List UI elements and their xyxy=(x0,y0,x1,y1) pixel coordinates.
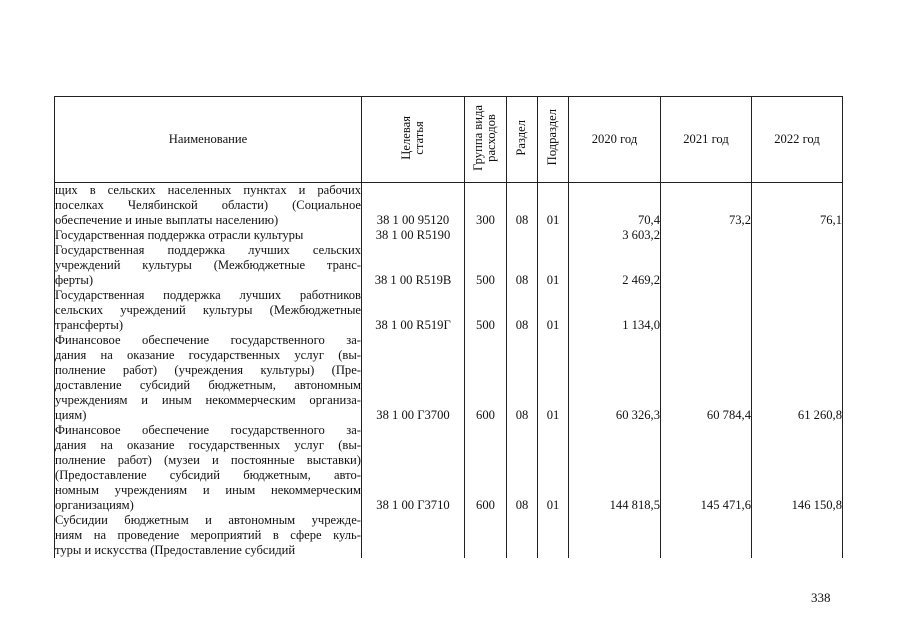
cell-name-line: номным учреждениям и иным некоммерческим xyxy=(55,483,361,497)
cell-name xyxy=(55,333,362,423)
cell-name-line: полнение работ) (музеи и постоянные выставки) xyxy=(55,453,361,467)
cell-name-line: трансферты) xyxy=(55,318,124,332)
header-subsection-text: Подраздел xyxy=(545,109,560,166)
cell-name-line: Государственная поддержка отрасли культуры xyxy=(55,228,304,242)
cell-name-line: полнение работ) (учреждения культуры) (Пре- xyxy=(55,363,361,377)
cell-2020: 60 326,3 xyxy=(569,333,661,423)
table-body xyxy=(55,183,843,559)
cell-name-line: учреждениям и иным некоммерческим организа- xyxy=(55,393,361,407)
header-target-article xyxy=(362,97,465,183)
cell-2021 xyxy=(661,243,752,288)
cell-expense-group xyxy=(465,513,507,558)
cell-2021: 60 784,4 xyxy=(661,333,752,423)
cell-name xyxy=(55,243,362,288)
header-year-2020 xyxy=(569,97,661,183)
cell-name xyxy=(55,513,362,558)
cell-subsection: 01 xyxy=(538,288,569,333)
cell-name-line: Финансовое обеспечение государственного за- xyxy=(55,423,361,437)
cell-expense-group: 600 xyxy=(465,333,507,423)
cell-2022 xyxy=(752,288,843,333)
cell-subsection xyxy=(538,513,569,558)
table-row xyxy=(55,183,843,229)
header-group-line-1: Группа вида xyxy=(471,104,486,171)
table-row xyxy=(55,243,843,288)
cell-2022 xyxy=(752,513,843,558)
cell-expense-group: 300 xyxy=(465,183,507,229)
header-section xyxy=(507,97,538,183)
cell-name-line: Финансовое обеспечение государственного за- xyxy=(55,333,361,347)
header-year-2022 xyxy=(752,97,843,183)
cell-name-line: организациям) xyxy=(55,498,134,512)
cell-2020: 2 469,2 xyxy=(569,243,661,288)
cell-name-line: обеспечение и иные выплаты населению) xyxy=(55,213,279,227)
header-year-2021 xyxy=(661,97,752,183)
cell-name-line: сельских учреждений культуры (Межбюджетные xyxy=(55,303,361,317)
cell-name xyxy=(55,288,362,333)
cell-name-line: ниям на проведение мероприятий в сфере куль- xyxy=(55,528,361,542)
table-header xyxy=(55,97,843,183)
table-row xyxy=(55,423,843,513)
cell-2020: 3 603,2 xyxy=(569,228,661,243)
cell-name-line: дания на оказание государственных услуг (вы- xyxy=(55,348,361,362)
cell-name-line: Государственная поддержка лучших сельских xyxy=(55,243,361,257)
header-section-text: Раздел xyxy=(514,119,529,156)
cell-expense-group: 500 xyxy=(465,288,507,333)
cell-subsection: 01 xyxy=(538,183,569,229)
cell-subsection: 01 xyxy=(538,333,569,423)
cell-name xyxy=(55,183,362,229)
cell-2021 xyxy=(661,513,752,558)
cell-name xyxy=(55,228,362,243)
header-target-line-2: статья xyxy=(412,120,426,155)
cell-target-article: 38 1 00 95120 xyxy=(362,183,465,229)
cell-name-line: учреждений культуры (Межбюджетные транс- xyxy=(55,258,361,272)
cell-section: 08 xyxy=(507,288,538,333)
cell-2021: 73,2 xyxy=(661,183,752,229)
cell-2022: 146 150,8 xyxy=(752,423,843,513)
cell-name-line: туры и искусства (Предоставление субсидий xyxy=(55,543,296,557)
cell-subsection: 01 xyxy=(538,243,569,288)
table-row xyxy=(55,513,843,558)
cell-section xyxy=(507,228,538,243)
cell-name xyxy=(55,423,362,513)
cell-name-line: дания на оказание государственных услуг (вы- xyxy=(55,438,361,452)
cell-name-line: Субсидии бюджетным и автономным учрежде- xyxy=(55,513,361,527)
cell-name-line: циям) xyxy=(55,408,87,422)
cell-target-article: 38 1 00 Г3700 xyxy=(362,333,465,423)
cell-2020: 1 134,0 xyxy=(569,288,661,333)
header-expense-group xyxy=(465,97,507,183)
cell-subsection xyxy=(538,228,569,243)
cell-expense-group xyxy=(465,228,507,243)
header-name xyxy=(55,97,362,183)
cell-2020: 144 818,5 xyxy=(569,423,661,513)
cell-2022 xyxy=(752,228,843,243)
cell-target-article: 38 1 00 Г3710 xyxy=(362,423,465,513)
cell-2022: 61 260,8 xyxy=(752,333,843,423)
cell-2021 xyxy=(661,288,752,333)
cell-name-line: Государственная поддержка лучших работников xyxy=(55,288,361,302)
cell-subsection: 01 xyxy=(538,423,569,513)
cell-target-article xyxy=(362,513,465,558)
header-2022-text: 2022 год xyxy=(774,132,820,146)
header-target-line-1: Целевая xyxy=(398,115,413,160)
cell-section: 08 xyxy=(507,183,538,229)
cell-section: 08 xyxy=(507,243,538,288)
cell-name-line: щих в сельских населенных пунктах и рабочих xyxy=(55,183,361,197)
cell-name-line: доставление субсидий бюджетным, автономным xyxy=(55,378,361,392)
cell-name-line: поселках Челябинской области) (Социальное xyxy=(55,198,361,212)
cell-target-article: 38 1 00 R519Г xyxy=(362,288,465,333)
cell-2021 xyxy=(661,228,752,243)
header-subsection xyxy=(538,97,569,183)
header-group-text xyxy=(472,105,498,171)
cell-2022 xyxy=(752,243,843,288)
table-row xyxy=(55,288,843,333)
cell-section: 08 xyxy=(507,423,538,513)
cell-2020 xyxy=(569,513,661,558)
header-2021-text: 2021 год xyxy=(683,132,729,146)
cell-2020: 70,4 xyxy=(569,183,661,229)
cell-name-line: ферты) xyxy=(55,273,94,287)
cell-section xyxy=(507,513,538,558)
header-group-line-2: расходов xyxy=(484,113,499,162)
cell-section: 08 xyxy=(507,333,538,423)
cell-name-line: (Предоставление субсидий бюджетным, авто- xyxy=(55,468,361,482)
cell-2022: 76,1 xyxy=(752,183,843,229)
table-row xyxy=(55,333,843,423)
cell-expense-group: 500 xyxy=(465,243,507,288)
header-2020-text: 2020 год xyxy=(591,132,638,146)
header-name-text: Наименование xyxy=(168,132,248,146)
header-target-text xyxy=(400,116,426,160)
budget-table xyxy=(54,96,843,558)
cell-target-article: 38 1 00 R5190 xyxy=(362,228,465,243)
cell-target-article: 38 1 00 R519В xyxy=(362,243,465,288)
table-row xyxy=(55,228,843,243)
cell-2021: 145 471,6 xyxy=(661,423,752,513)
page-number: 338 xyxy=(811,590,831,605)
cell-expense-group: 600 xyxy=(465,423,507,513)
